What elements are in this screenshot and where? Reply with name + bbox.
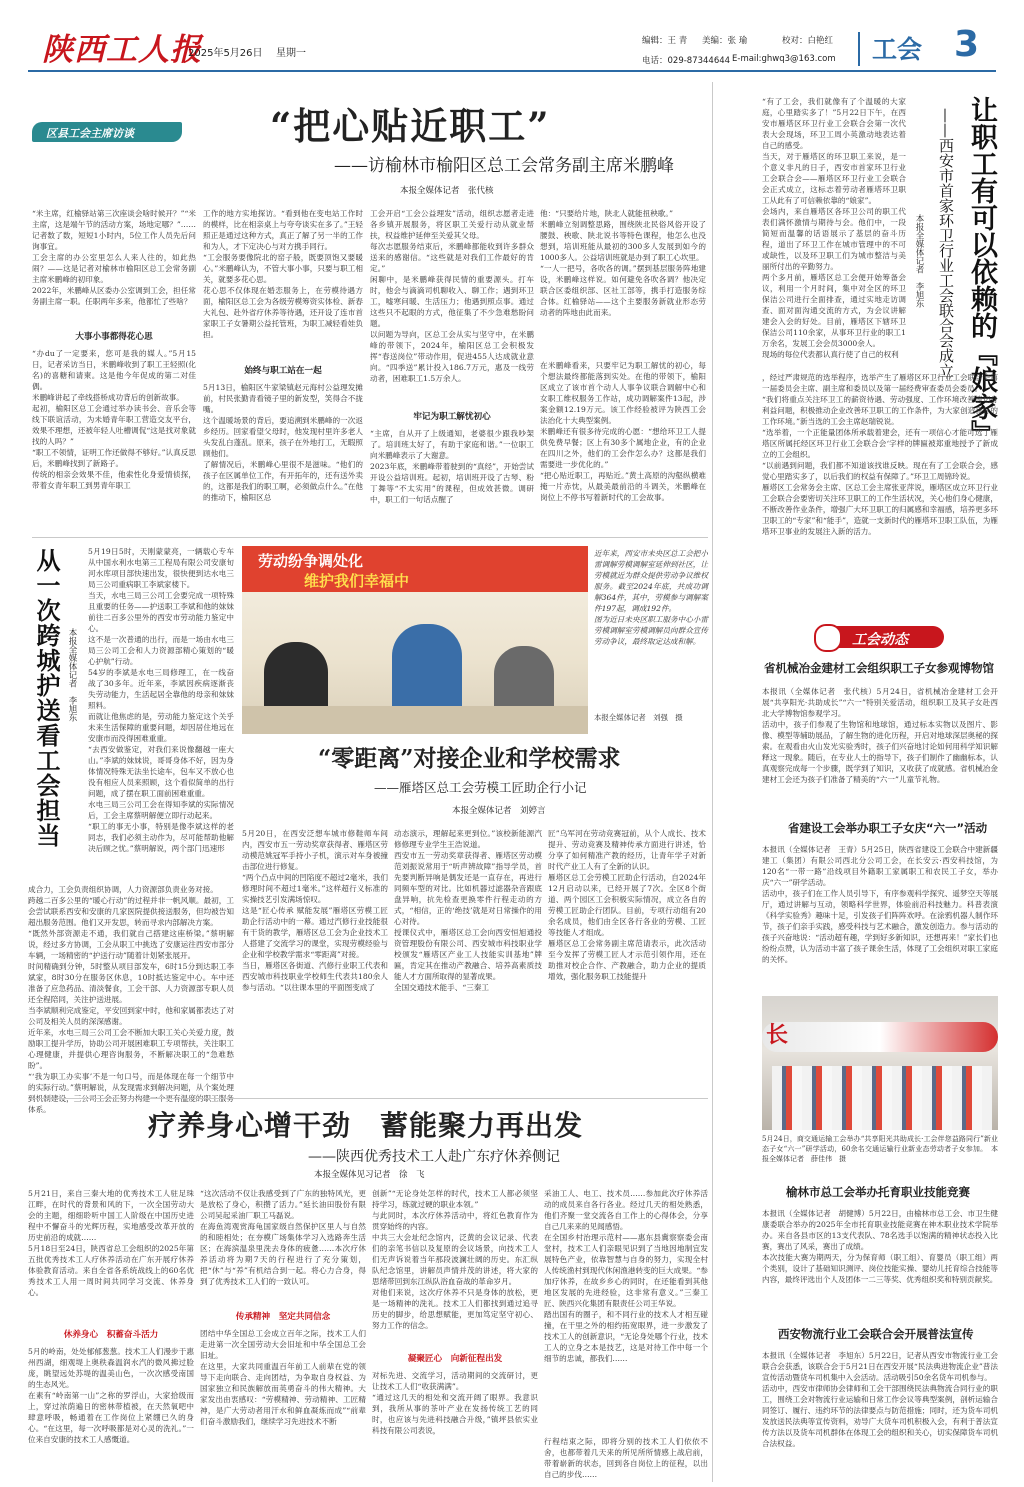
mediation-photo-caption: 近年来，西安市未央区总工会把小雷调解劳模调解室延伸到社区，让劳模就近为群众提供劳动争议维权服务。截至2024年底，共成功调解364件，其中，劳模参与调解案件197起，调成192件。 图为近日未央区职工服务中心小雷劳模调解室劳模调解员向群众宣传劳动争议，最终取定达成和解。 [594,549,708,646]
issue-date: 2025年5月26日 [188,48,263,59]
article3-body-b: 成合力，工会负责组织协调，人力资源部负责业务对接。 跨越二百多公里的“暖心行动”的过程并非一帆风顺。最初，工会尝试联系西安和安康的几家医院提供接送服务，但均被告知超出服务范围。他们又开发思，转而寻求内部解决方案。 “既然外部资源走不通，我们就自己搭建这座桥梁。”蔡明解说，经过多方协调，工会从职工中挑选了安康运往西安市部分车辆，一场精密的“护送行动”随着计划紧张展开。 时间精确到分钟，5时整从项目部发车，6时15分到达职工李斌家，8时30分在服务区休息，10时抵达鉴定中心。车中还准备了应急药品、清淡餐食，工会干部、人力资源部专职人员还全程陪同，关注护送进展。 当李斌顺利完成鉴定，平安回到家中时，他和家属都表达了对公司及相关人员的深深感谢。 近年来，水电三局三公司工会不断加大职工关心关爱力度，鼓励职工提升学历，协助公司开展困难职工专项帮扶，关注职工心理健康，并提供心理咨询服务，不断解决职工的“急难愁盼”。 “‘我为职工办实事’不是一句口号，而是体现在每一个细节中的实际行动。”蔡明解说，从发现需求到解决问题，从个案处理到机制建设，三公司工会正努力构建一个更有温度的职工服务体系。 [28,885,234,1114]
article1-subtitle: ——访榆林市榆阳区总工会常务副主席米鹏峰 [334,156,674,176]
article5-sub1: 休养身心 积蓄奋斗活力 [63,1330,159,1340]
article2-body-top: “有了工会，我们就像有了个温暖的大家庭，心里踏实多了！”5月22日下午，在西安市雁塔区环卫行业工会联合会第一次代表大会现场，环卫工周小英激动地表达着自己的感受。 当天，对于雁塔区的环卫职工来说，是一个意义非凡的日子，西安市首家环卫行业工会联合会——雁塔区环卫行业工会联合会正式成立，这标志着劳动者雁塔环卫职工从此有了可信赖依靠的“娘家”。 会场内，来自雁塔区各环卫公司的职工代表们满怀激情与期待与会。他们中，一段简短而温馨的话语展示了基层的奋斗历程，道出了环卫工作在城市管理中的不可或缺性，以及环卫职工们为城市整洁与美丽所付出的辛勤努力。 两个多月前，雁塔区总工会便开始筹备会议，利用一个月时间，集中对全区的环卫保洁公司进行全面排查，通过实地走访调查、面对面沟通交流的方式，为会议讲解建会入会的好处。目前，雁塔区下辖环卫保洁公司110余家，从事环卫行业的职工1万余名，发展工会会员3000余人。 现场的每位代表都认真行使了自己的权利 [762,97,906,359]
article1-col4: 他：“只要给片地，陕北人就能扭秧歌。” 米鹏峰立刻调整思路，围绕陕北民俗风俗开设了腰鼓、秧歌、陕北说书等特色课程，他怎么也没想到，培训班能从最初的300多人发展到如今的1000多人。公益培训班就是办到了职工心坎里。 “一人一把号，各吹各的调。”摆到基层服务阵地建设，米鹏峰这样说。如何避免各吹各调？他决定联合区委组织部、区社工部等，携手打造服务综合体。红榆驿站——这个主要服务新就业形态劳动者的阵地由此而来。 [540,209,706,317]
article5-col3: 创新”“无论身处怎样的时代，技术工人都必须坚持学习，练就过硬的职业本领。” 与此同时，本次疗休养活动中，将红色教育作为贯穿始终的内容。 中共三大会址纪念馆内，泛黄的会议记录、代表们的亲笔书信以及复原的会议场景，向技术工人们无声诉说着当年那段波澜壮阔的历史。东汇纵队纪念馆里，讲解员声情并茂的讲述，将大家的思绪带回到东江纵队浴血奋战的革命岁月。 对他们来说，这次疗休养不只是身体的放松，更是一场精神的洗礼。技术工人们都找到通过追寻历史的脚步，给思想赋能，更加笃定坚守初心、努力工作的信念。 [372,1189,538,1330]
photo-banner-line1: 劳动纷争调处化 [258,552,364,570]
union-news-header-label: 工会动态 [852,632,908,648]
article1-col1: “米主席，红榆驿站第三次座谈会啥时候开？”“米主席，这是端午节的活动方案，场地定哪？”……记者数了数，短短1小时内，5位工作人员先后问询事宜。 工会主席的办公室里怎么人来人往的，如此热闹？——这是记者对榆林市榆阳区总工会常务副主席米鹏峰的初印象。 2022年，米鹏峰从区委办公室调到工会，担任常务副主席一职。任职两年多来，他都忙了些啥？ [32,209,196,306]
article1-title: “把心贴近职工” [270,104,551,148]
article5-col1b: 5月的岭南，处处郁郁葱葱。技术工人们漫步于惠州西湖，细观堤上奥秩森温润水汽的微风拂过脸庞，眺望远处苏堤的温美山色，一次次感受南国的生态风光。 在素有“岭南第一山”之称的罗浮山，大家拾级而上，穿过浓荫遍日的密林带植被，在天然氧吧中肆意呼吸，畅通着在工作岗位上紧绷已久的身心。“在这里，每一次呼吸都是对心灵的洗礼。”一位来自安康的技术工人感慨道。 [28,1347,194,1444]
article5-byline: 本报全媒体见习记者 徐 飞 [314,1170,425,1180]
article2-title: 让职工有可以依赖的『娘家』 [966,96,997,447]
mediation-photo [242,546,588,734]
aircraft-model [762,1022,998,1052]
news3-title: 榆林市总工会举办托育职业技能竞赛 [786,1185,970,1199]
article4-col3: 匠”乌军河在劳动竞赛冠前，从个人成长、技术提升、劳动竞赛及精神传承方面进行讲述，恰分享了如何精准产教的经历，让青年学子对新时代产业工人有了全新的认识。 雁塔区总工会劳模工匠助企行活动，自2024年12月启动以来，已经开展了7次。全区8个街道、两个园区工会积极实际情况，成立各自的劳模工匠助企行团队。目前，专项行动组有20余名成员，他们由全区各行各业的劳模、工匠等技能人才组成。 雁塔区总工会常务副主席范请表示，此次活动至今发挥了劳模工匠人才示范引领作用，还在助推对校企合作、产教融合，助力企业的提质增效，强化服务职工技能提升 [548,829,706,981]
photo-banner-line2: 维护我们幸福中 [304,572,410,590]
phone: 电话：029-87344644 [642,56,731,66]
news4-title: 西安物流行业工会联合会开展普法宣传 [778,1327,974,1341]
article4-col2: 动态演示，理解起来更到位。”该校新能源汽修修理专业学生王浩说道。 西安市五一劳动奖章获得者、雁塔区劳动模范刘振说常用于“听声辨故障”指导学员，首先要判断异响是偶发还是一直存在，再进行同频车型的对比。比如机器过滤器杂音跟底盘异响，抗先检查更换零件行程走动的方式，“相信，正的‘绝技’就是对日常操作的用心对待。 授课仪式中，雁塔区总工会向西安恒旭通投资管理股份有限公司、西安城市科技职业学校颁发“雁塔区产业工人技能实训基地”牌匾，肯定其在推动产教融合、培养高素质技能人才方面所取得的显著成果。 全国交通技术能手、“三秦工 [394,829,542,992]
artist-credit: 美编：张 瑜 [702,36,748,46]
article5-col4: 采油工人、电工、技术员……参加此次疗休养活动的成员来自各行各业。经过几天的相处熟悉，他们齐聚一堂交流各自工作上的心得体会，分享自己几来来的见闻感悟。 在全国乡村治理示范村——惠东县冀察察委会南堂村，技术工人们亲眼见识到了当地因地制宜发展特色产业，依靠智慧与自身的努力，实现全村人传统渔村到现代休闲渔港转变的巨大成果。“参加疗休养，在故乡乡心的同时，在还能看到其他地区发展的先进经验，这非常有意义。”三秦工匠、陕西兴化集团有限责任公司王华说。 踏出国有的圈子，和不同行业的技术人才相互碰撞，在干里之外的相约拓宽眼界，进一步激发了技术工人的创新意识，“无论身处哪个行业，技术工人的立身之本是技艺，这是对待工作中每一个细节的忠诚，都我们…… [544,1189,708,1363]
article1-sub3: 牢记为职工解忧初心 [413,412,491,422]
union-badge-icon [814,624,842,652]
desk [242,706,588,734]
news3-body: 本报讯（全媒体记者 胡健博）5月22日，由榆林市总工会、市卫生健康委联合举办的2025年全市托育职业技能竞赛在神木职业技术学院举办。来自各县市区的13支代表队、78名选手以饱满的精神状态投入比赛，赛出了风采，赛出了成绩。 本次技能大赛为期两天，分为保育师（职工组）、育婴员（职工组）两个类别，设计了基础知识测评、岗位技能实操、婴幼儿托育综合技能等内容，最终评选出个人及团体一二三等奖、优秀组织奖和特别贡献奖。 [762,1209,998,1284]
photo-sign: 长 [766,1022,789,1048]
editor-credit: 编辑：王 青 [642,36,688,46]
article5-col3b: 对标先进、交流学习，活动期间的交流研讨，更让技术工人们“收获满满”。 “通过这几天的相处和交流开阔了眼界。我意识到，我所从事的茶叶产业在发扬传统工艺的同时，也应该与先进科技融合升级，”镇坪县依实业科技有限公司表说， [372,1371,538,1435]
article5-subtitle: ——陕西优秀技术工人赴广东疗休养侧记 [308,1149,560,1165]
news1-title: 省机械冶金建材工会组织职工子女参观博物馆 [764,661,994,675]
section-divider [858,32,860,66]
union-news-header [826,626,944,648]
article1-col3b: “主席，自从开了上级通知，老婆很少跟我吵架了。培训班太好了，有助于家庭和谐。”一位职工向米鹏峰表示了大谢意。 2023年底，米鹏峰带着驶到的“真经”，开始尝试开设公益培训班。起初，培训班开设了古琴、粉丁舞等“不太实用”的课程，但成效甚微。调研中，职工们一句话点醒了 [370,429,534,504]
article5-title: 疗养身心增干劲 蓄能聚力再出发 [148,1109,584,1142]
article1-col2: 工作的地方实地探访。“看到他在变电站工作时的模样，比在相亲桌上与夸夸谈实在多了。”王轻照正是通过这种方式，真正了解了另一半的工作和为人，才下定决心与对方携手同行。 “工会服务要像院北的窑子般，既要顶饱又要暖心。”米鹏峰认为，不管大事小事，只要与职工相关，就要多花心思。 花心思不仅体现在婚恋服务上，在劳模待遇方面，榆阳区总工会为各级劳模筹资实体检、新春大礼包、赴外省疗休养等待遇，还开设了连市首家职工子女暑期公益托管班，为职工减轻看娃负担。 [203,209,363,339]
article2-byline: 本报全媒体记者 李旭东 [914,214,924,308]
article1-col1b: “办du了一定要来，您可是我的媒人。”5月15日，记者采访当日，米鹏峰收到了职工王轻照(化名)的喜糖和请柬。这是他今年促成的第二对佳偶。 米鹏峰讲起了牵线搭桥成功背后的创新故事。 起初，榆阳区总工会通过举办读书会、音乐会等线下联谊活动，为未婚青年职工营造交友平台，效果不理想，还被年轻人吐槽调侃“这是找对象就找的人吗？” “职工不领情，证明工作还做得不够好。”认真反思后，米鹏峰找到了新路子。 传统的相亲会效果不佳，他索性化身爱情侦探，带着女青年职工到男青年职工 [32,349,196,490]
children-group [772,1066,992,1130]
article1-col2b: 5月13日，榆阳区牛家梁镇赵元海村公益理发摊前，村民张勤青看镜子里的新发型，笑得合不拢嘴。 这个温暖场景的背后，要追溯到米鹏峰的一次返乡经历。回家看望父母时，他发现村里许多老人头发乱白蓬乱。原来，孩子在外地打工，无暇照顾他们。 了解情况后，米鹏峰心里很不是滋味。“他们的孩子在区属单位工作，有开拓年的，还有送外卖的，这都是我们的职工啊，必须做点什么。”在他的推动下，榆阳区总 [203,383,363,502]
article1-byline: 本报全媒体记者 张代核 [400,186,494,196]
kids-photo [762,996,998,1130]
article5-col2b: 团结中华全国总工会成立百年之际，技术工人们走进第一次全国劳动大会旧址和中华全国总工会旧址。 在这里，大家共同重温百年前工人前辈在党的领导下走向联合、走向团结，为争取自身权益、为国家独立和民族解放而英勇奋斗的伟大精神。大家发出由衷感叹：“劳模精神、劳动精神、工匠精神，是广大劳动者用汗水和鲜血凝炼而成”“前辈们奋斗激励我们，继续学习先进技术不断 [200,1329,366,1426]
photo-banner [242,546,588,592]
article1-col3: 工会开启“工会公益理发”活动，组织志愿者走进各乡镇开展服务，将区职工关爱行动从就业帮扶，权益维护延伸至关爱其父母。 每次志愿服务结束后，米鹏峰都能收到许多群众送来的感谢信。“这些就是对我们工作最好的肯定。” 闲聊中，是米鹏峰获得民情的重要源头。打车时，他会与滴滴司机聊收入、聊工作；遇到环卫工，嘘寒问暖、生活压力；他遇到照点事。通过这些只不起眼的方式，他征集了不少急难愁盼问题。 以问题为导向，区总工会从实与坚守中，在米鹏峰的带领下，2024年，榆阳区总工会积极发挥“春送岗位”带动作用，促进455人达成就业意向。“四季送”累计投入186.7万元，惠及一线劳动者，困难职工1.5万余人。 [370,209,534,383]
article3-byline: 本报全媒体记者 李旭东 [67,628,77,722]
article4-title: “零距离”对接企业和学校需求 [318,745,621,772]
masthead [0,0,1024,72]
weekday: 星期一 [276,48,306,59]
news2-body: 本报讯（全媒体记者 王青）5月25日，陕西省建设工会联合中建新疆建工（集团）有限公司西北分公司工会，在长安云·西安科技馆，为120名“一带一路”沿线项目外籍职工家属职工和农民工子女，举办庆“六一”研学活动。 活动中，孩子们在工作人员引导下，有序参观科学探究、遥梦空天等展厅，通过讲解与互动，领略科学世界，体验前沿科技魅力。科普表演《科学实验秀》趣味十足，引发孩子们阵阵欢呼。在涂鸦机器人制作环节，孩子们亲手实践，感受科技与艺术融合，激发创造力。参与活动的孩子兴奋地说：“活动超有趣，学到好多新知识，还想再来！”家长们也纷纷点赞，认为活动丰富了孩子课余生活，体现了工会组织对职工家庭的关怀。 [762,845,998,964]
article5-sub3: 凝聚匠心 向新征程出发 [407,1354,503,1364]
article1-sub1: 大事小事都得花心思 [75,332,153,342]
article5-top-rule [28,1098,708,1099]
kids-photo-caption: 5月24日，商交通运输工会举办“共享阳光共助成长·工会伴您益路同行”新业态子女“六一”研学活动，60余名交通运输行业新业态劳动者子女参加。 本报全媒体记者 薛佳伟 摄 [762,1135,998,1163]
email: E-mail:ghwq3@163.com [732,54,836,64]
news2-title: 省建设工会举办职工子女庆“六一”活动 [788,821,988,835]
interview-tag-label: 区县工会主席访谈 [46,127,134,140]
article4-byline: 本报全媒体记者 刘婷言 [452,806,546,816]
interview-tag [32,122,182,142]
right-column-rule [712,82,713,1482]
article1-bottom-rule [32,537,708,538]
mediation-photo-credit: 本报全媒体记者 刘强 摄 [594,713,683,722]
newspaper-logo: 陕西工人报 [42,32,202,68]
article5-col2: “这次活动不仅让我感受到了广东的独特风光，更是放松了身心，积攒了活力。”延长油田股份有限公司吴起采油厂职工马磊说。 在海鱼湾观赏海龟国家级自然保护区里人与自然的和睦相处；在夯模广场集体学习入选路奔生活区；在海滨温泉里洗去身体的疲惫……本次疗休养活动将为期7天的行程进行了充分策划，把“休”与“养”有机结合到一起。将心力合身，得到了优秀技术工人们的一致认可。 [200,1189,366,1286]
article4-col1: 5月20日，在西安泛想车城市修鞋师车间内，西安市五一劳动奖章获得者、雁塔区劳动模范姚冠军手持小子机，演示对车身被撞击部位进行修复。 “两个凸点中间的凹陷度不超过2毫米，我们修理时间不超过1毫米。”这样超行义标准的实操技艺引发满场惊叹。 这是“匠心传承 赋能发展”雁塔区劳模工匠助企行活动中的一幕。通过汽修行业技能很有干货的教学，雁塔区总工会为企业技术工人搭建了交流学习的课堂，实现劳模经验与企业和学校教学需求“零距离”对接。 当日，雁塔区各街道、汽修行业职工代表和西安城市科技职业学校师生代表共180余人参与活动。“以往课本里的平面图变成了 [242,829,388,992]
news1-body: 本报讯（全媒体记者 张代核）5月24日，省机械冶金建材工会开展“共享阳光·共助成长”“六一”特别关爱活动，组织职工及其子女赴西北大学博物馆参观学习。 活动中，孩子们参观了生物馆和地球馆，通过标本实物以及图片、影像、模型等辅助展品，了解生物的进化历程，开启对地球深层奥秘的探索。在观看由火山发光实验秀时，孩子们兴奋地讨论如何用科学知识解释这一现象。随后，在专业人士的指导下，孩子们制作了幽幽标本，认真观察完成每一个步骤，既学到了知识，又收获了成就感。省机械冶金建材工会还为孩子们准备了精美的“六一”儿童节礼物。 [762,687,998,784]
article2-subtitle: ——西安市首家环卫行业工会联合会成立 [937,108,955,378]
article4-subtitle: ——雁塔区总工会劳模工匠助企行小记 [374,780,587,795]
article3-body-a: 5月19日5时，天刚蒙蒙亮，一辆载心专车从中国水利水电第三工程局有限公司安康旬河水库项目部快速出发，很快便到达水电三局三公司重病职工李斌家楼下。 当天，水电三局三公司工会要完成一项特殊且重要的任务——护送职工李斌和他的妹妹前往二百多公里外的西安市劳动能力鉴定中心。 这不是一次普通的出行，而是一场由水电三局三公司工会和人力资源部精心策划的“暖心护航”行动。 54岁的李斌是水电三局修理工，在一线奋战了30多年。近年来，李斌因疾病逐渐丧失劳动能力，生活起居全靠他的母亲和妹妹照料。 而就让他焦虑的是，劳动能力鉴定这个关乎未来生活保障的重要问题，却因居住地远在安康市而没得困难重重。 “去西安做鉴定，对我们来说像翻越一座大山。”李斌的妹妹说，哥哥身体不好，因为身体情况特殊无法坐长途车，包车又不放心也没有相应人员来照顾，这个看似简单的出行问题，成了摆在职工面前困难重重。 水电三局三公司工会在得知李斌的实际情况后，工会主席蔡明解便立即行动起来。 “职工的事无小事，特别是像李斌这样的老同志，我们必须主动作为，尽可能帮助他解决后顾之忧。”蔡明解说，两个部门迅速形 [88,547,234,853]
article5-col1: 5月21日，来自三秦大地的优秀技术工人驻足珠江畔，在时代的背景和风的下，一次全国劳动大会的主题，细细聆听中国工人阶级在中国历史进程中不懈奋斗的光辉历程，实地感受改革开放的历史前沿的成就…… 5月18日至24日，陕西省总工会组织的2025年第五批优秀技术工人疗休养活动在广东开展疗休养体验教育活动。来自全省各系统战线上的60名优秀技术工人用一周时间共同学习交流、休养身心。 [28,1189,194,1297]
article1-col4b: 在米鹏峰看来，只要牢记为职工解忧的初心，每个想法最终都能落到实处。在他的带领下，榆阳区成立了该市首个动人人事争议联合调解中心和女职工维权服务工作站，成功调解案件13起，涉案金额12.19万元。该工作经验被评为陕西工会法治化十大典型案例。 米鹏峰还有很多待完成的心愿：“想给环卫工人提供免费早餐；区上有30多个属地企业，有的企业在四川之外，他们的工会作怎么办？这都是我们需要进一步优化的。” “把心贴近职工，再贴近。”黄土高原的沟壑纵横难掩一片赤忱，从最美最前沿的斗调关，米鹏峰在岗位上不停书写着新时代的工会故事。 [540,361,706,502]
article1-sub2: 始终与职工站在一起 [244,366,322,376]
article2-body-bottom: ，经过严肃规范的选举程序，选举产生了雁塔区环卫行业工会联合会第一届委员会主席、副主席和委员以及第一届经费审查委员会委员。 “我们将重点关注环卫工的薪资待遇、劳动强度、工作环境改善等切身利益问题，积极推动企业改善环卫职工的工作条件，为大家创造良好的工作环境。”新当选的工会主席赵瑞锐说。 “选举着，一个正能量团体所承载着建会，还有一项信心才能可选了雁塔区所属托经区环卫行业工会联合会‘字样的牌匾被郑重地授予了新成立的工会组织。 “以前遇到问题，我们都不知道该找谁反映。现在有了工会联合会，感觉心里踏实多了，以后我们的权益有保障了。”环卫工周锦玲说。 雁塔区工会常务会主席、区总工会主席张亚萍说，雁塔区成立环卫行业工会联合会要密切关注环卫职工的工作生活状况，关心他们身心健康，不断改善作业条件，增强广大环卫职工的归属感和幸福感，培养更多环卫职工的“专家”和“能手”，造就一支新时代的雁塔环卫职工队伍，为雁塔环卫事业的发展注入新的活力。 [762,373,998,536]
page-number: 3 [954,24,980,65]
news4-body: 本报讯（全媒体记者 李旭东）5月22日，记者从西安市物流行业工会联合会获悉，该联合会于5月21日在西安开展“民法典进物流企业”普法宣传活动暨货车司机集中入会活动。活动吸引50余名货车司机参与。 活动中，西安市律师协会律师和工会干部围绕民法典物流合同行业的职工，围绕工会对物流行业运输和日常工作会议等典型案例，剖析运输合同签订、履行、违约环节的法律要点与防范措施；同时，还为货车司机发放送民法典等宣传资料，劝导广大货车司机积极入会，有利于普法宣传方法以及货车司机群体在体现工会的组织和关心，切实保障货车司机合法权益。 [762,1351,998,1448]
section-name: 工会 [872,35,923,64]
proof-credit: 校对：白艳红 [782,36,834,46]
article5-col4b: 行程结束之际，即将分别的技术工人们依依不舍，也都带着几天来的所见所所情感上战启前，带着崭新的状态，回到各自岗位上的征程，以出自己的步伐…… [544,1437,708,1479]
article5-sub2: 传承精神 坚定共同信念 [235,1312,331,1322]
article3-title: 从一次跨城护送看工会担当 [32,548,61,848]
masthead-rule [28,70,996,72]
